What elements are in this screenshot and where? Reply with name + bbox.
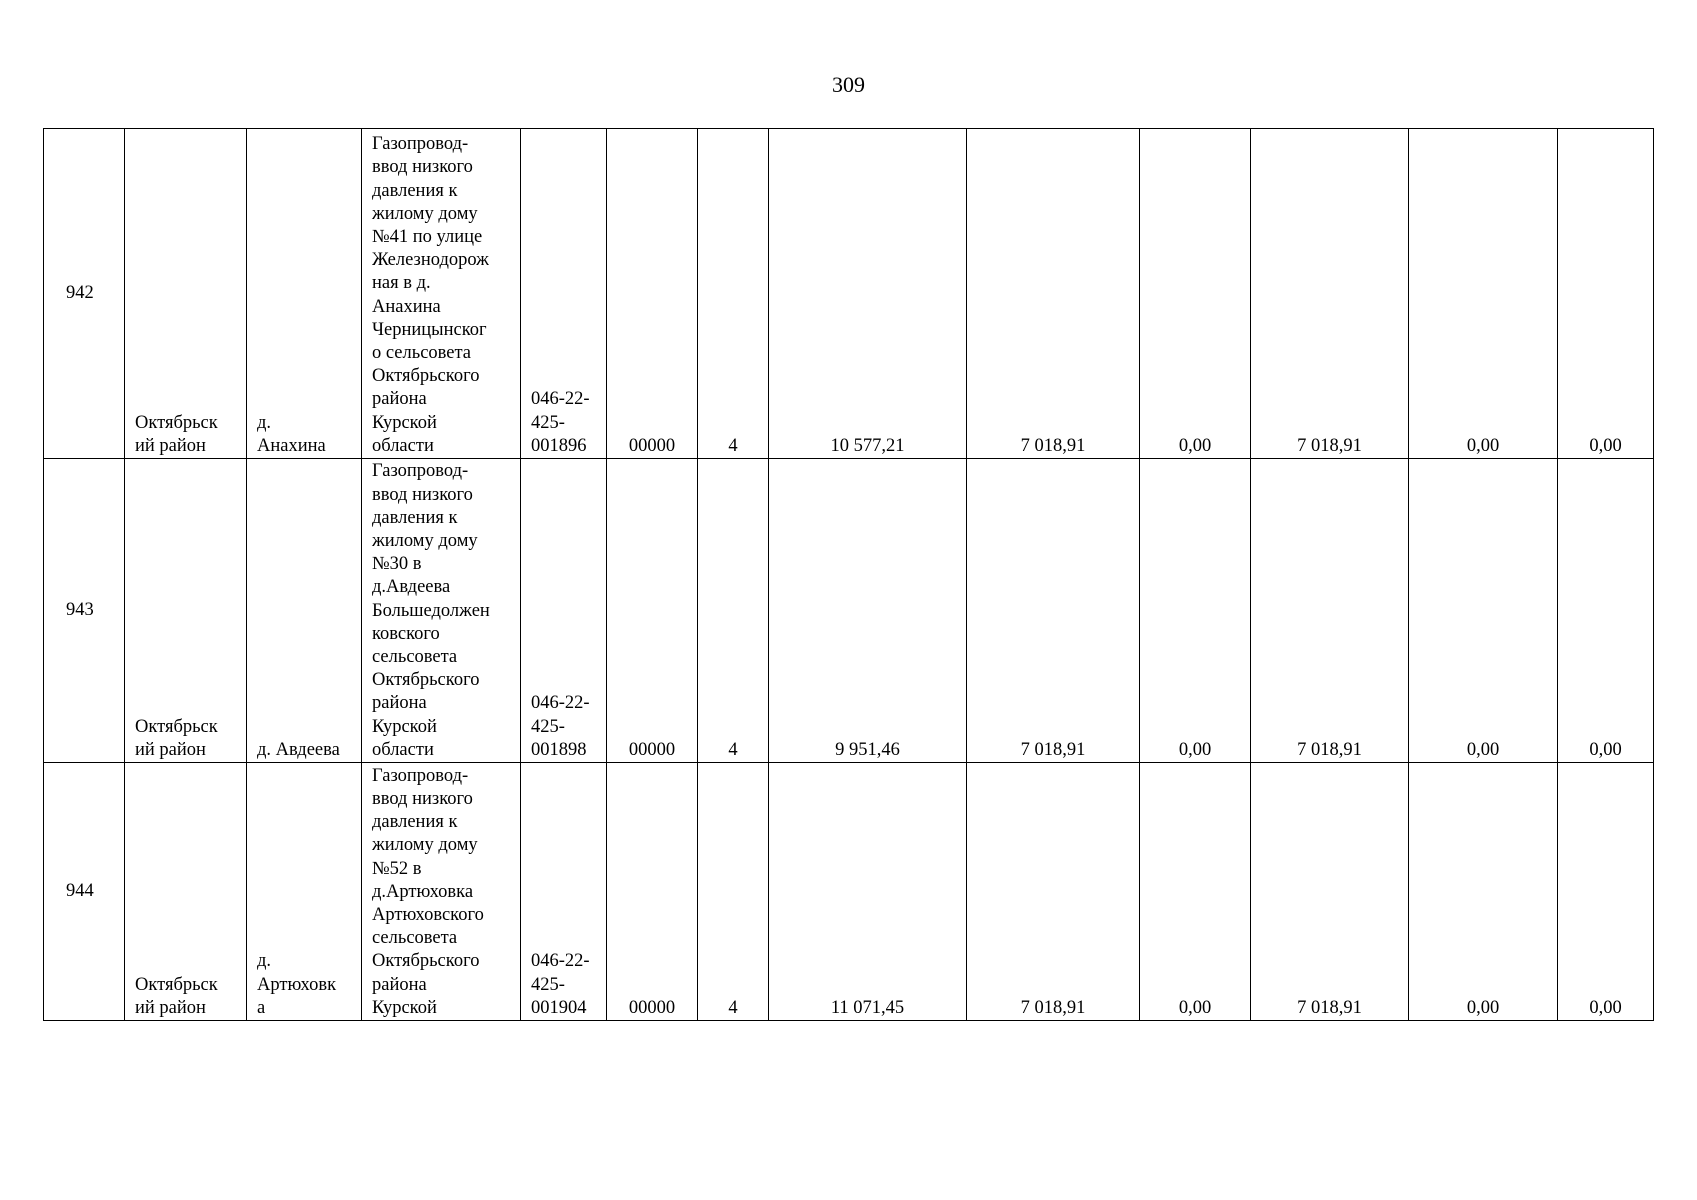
code-cell: 046-22- 425- 001896 — [521, 129, 607, 459]
district-cell: Октябрьск ий район — [125, 763, 247, 1021]
value6-cell: 0,00 — [1558, 763, 1654, 1021]
value4-cell: 7 018,91 — [1251, 129, 1409, 459]
village-cell: д. Анахина — [247, 129, 362, 459]
description-cell: Газопровод- ввод низкого давления к жилому дому №52 в д.Артюховка Артюховского сельсовета Октябрьского района Курской — [362, 763, 521, 1021]
group-cell: 4 — [698, 763, 769, 1021]
page-number: 309 — [832, 72, 865, 97]
zero-code-cell: 00000 — [607, 763, 698, 1021]
district-cell: Октябрьск ий район — [125, 129, 247, 459]
value6-cell: 0,00 — [1558, 459, 1654, 763]
zero-code-cell: 00000 — [607, 459, 698, 763]
register-table — [43, 128, 1654, 1021]
code-cell: 046-22- 425- 001904 — [521, 763, 607, 1021]
value2-cell: 7 018,91 — [967, 763, 1140, 1021]
value5-cell: 0,00 — [1409, 763, 1558, 1021]
row-number: 943 — [44, 459, 125, 763]
description-cell: Газопровод- ввод низкого давления к жилому дому №41 по улице Железнодорож ная в д. Анахина Черницынског о сельсовета Октябрьского района Курской области — [362, 129, 521, 459]
value6-cell: 0,00 — [1558, 129, 1654, 459]
table-row — [44, 459, 1654, 763]
value4-cell: 7 018,91 — [1251, 763, 1409, 1021]
value5-cell: 0,00 — [1409, 129, 1558, 459]
value3-cell: 0,00 — [1140, 459, 1251, 763]
value3-cell: 0,00 — [1140, 129, 1251, 459]
value2-cell: 7 018,91 — [967, 129, 1140, 459]
village-cell: д. Артюховк а — [247, 763, 362, 1021]
table-row — [44, 129, 1654, 459]
district-cell: Октябрьск ий район — [125, 459, 247, 763]
value4-cell: 7 018,91 — [1251, 459, 1409, 763]
description-cell: Газопровод- ввод низкого давления к жилому дому №30 в д.Авдеева Большедолжен ковского сельсовета Октябрьского района Курской области — [362, 459, 521, 763]
value1-cell: 10 577,21 — [769, 129, 967, 459]
village-cell: д. Авдеева — [247, 459, 362, 763]
group-cell: 4 — [698, 459, 769, 763]
table-row — [44, 763, 1654, 1021]
group-cell: 4 — [698, 129, 769, 459]
row-number: 944 — [44, 763, 125, 1021]
value3-cell: 0,00 — [1140, 763, 1251, 1021]
value2-cell: 7 018,91 — [967, 459, 1140, 763]
value5-cell: 0,00 — [1409, 459, 1558, 763]
row-number: 942 — [44, 129, 125, 459]
code-cell: 046-22- 425- 001898 — [521, 459, 607, 763]
value1-cell: 9 951,46 — [769, 459, 967, 763]
zero-code-cell: 00000 — [607, 129, 698, 459]
value1-cell: 11 071,45 — [769, 763, 967, 1021]
